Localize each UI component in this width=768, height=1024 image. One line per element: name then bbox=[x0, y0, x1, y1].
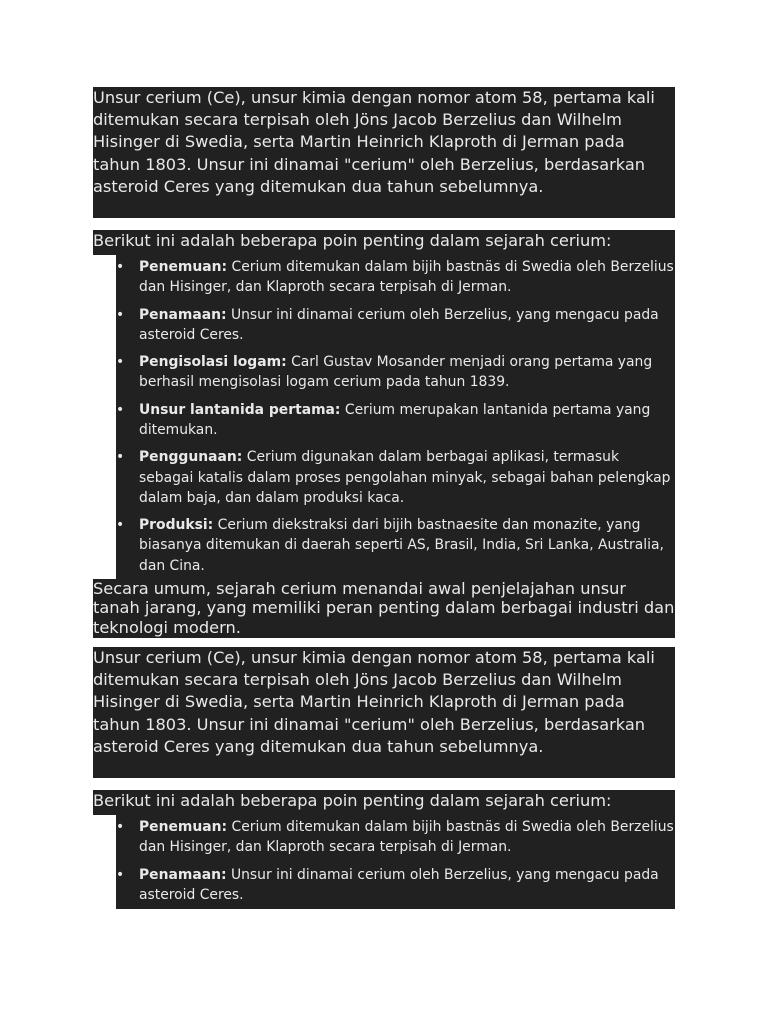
history-points-list bbox=[116, 255, 675, 579]
bullet-icon: • bbox=[116, 449, 125, 466]
item-term: Penamaan: bbox=[139, 306, 227, 323]
item-text: Cerium digunakan dalam berbagai aplikasi, termasuk sebagai katalis dalam proses pengolahan minyak, sebagai bahan pelengkap dalam baja, dan dalam produksi kaca. bbox=[139, 449, 671, 506]
bullet-icon: • bbox=[116, 401, 125, 418]
item-term: Pengisolasi logam: bbox=[139, 354, 287, 371]
bullet-icon: • bbox=[116, 819, 125, 835]
list-item-penamaan bbox=[116, 305, 675, 345]
item-term: Penemuan: bbox=[139, 819, 228, 835]
item-text: Unsur ini dinamai cerium oleh Berzelius, yang mengacu pada asteroid Ceres. bbox=[139, 866, 659, 903]
item-term: Penggunaan: bbox=[139, 449, 243, 466]
list-lead-repeat: Berikut ini adalah beberapa poin penting dalam sejarah cerium: bbox=[93, 790, 675, 815]
history-points-list-repeat bbox=[116, 815, 675, 909]
intro-paragraph: Unsur cerium (Ce), unsur kimia dengan nomor atom 58, pertama kali ditemukan secara terpisah oleh Jöns Jacob Berzelius dan Wilhelm Hisinger di Swedia, serta Martin Heinrich Klaproth di Jerman pada tahun 1803. Unsur ini dinamai "cerium" oleh Berzelius, berdasarkan asteroid Ceres yang ditemukan dua tahun sebelumnya. bbox=[93, 87, 675, 218]
bullet-icon: • bbox=[116, 517, 125, 534]
item-term: Penamaan: bbox=[139, 866, 227, 883]
item-term: Penemuan: bbox=[139, 259, 228, 275]
item-text: Cerium ditemukan dalam bijih bastnäs di Swedia oleh Berzelius dan Hisinger, dan Klaproth secara terpisah di Jerman. bbox=[139, 259, 674, 296]
list-item-produksi bbox=[116, 515, 675, 576]
item-text: Cerium merupakan lantanida pertama yang ditemukan. bbox=[139, 401, 651, 438]
item-term: Unsur lantanida pertama: bbox=[139, 401, 341, 418]
bullet-icon: • bbox=[116, 354, 125, 371]
bullet-icon: • bbox=[116, 259, 125, 275]
list-lead: Berikut ini adalah beberapa poin penting dalam sejarah cerium: bbox=[93, 230, 675, 255]
list-item-penemuan bbox=[116, 257, 675, 297]
bullet-icon: • bbox=[116, 866, 125, 883]
list-item-pengisolasi-logam bbox=[116, 352, 675, 392]
list-item-unsur-lantanida bbox=[116, 400, 675, 440]
intro-paragraph-repeat: Unsur cerium (Ce), unsur kimia dengan nomor atom 58, pertama kali ditemukan secara terpisah oleh Jöns Jacob Berzelius dan Wilhelm Hisinger di Swedia, serta Martin Heinrich Klaproth di Jerman pada tahun 1803. Unsur ini dinamai "cerium" oleh Berzelius, berdasarkan asteroid Ceres yang ditemukan dua tahun sebelumnya. bbox=[93, 647, 675, 778]
item-term: Produksi: bbox=[139, 517, 214, 534]
list-item-penamaan bbox=[116, 865, 675, 905]
item-text: Unsur ini dinamai cerium oleh Berzelius, yang mengacu pada asteroid Ceres. bbox=[139, 306, 659, 343]
item-text: Cerium ditemukan dalam bijih bastnäs di Swedia oleh Berzelius dan Hisinger, dan Klaproth secara terpisah di Jerman. bbox=[139, 819, 674, 856]
list-item-penemuan bbox=[116, 817, 675, 857]
item-text: Carl Gustav Mosander menjadi orang pertama yang berhasil mengisolasi logam cerium pada tahun 1839. bbox=[139, 354, 653, 391]
summary-paragraph: Secara umum, sejarah cerium menandai awal penjelajahan unsur tanah jarang, yang memiliki peran penting dalam berbagai industri dan teknologi modern. bbox=[93, 579, 675, 637]
item-text: Cerium diekstraksi dari bijih bastnaesite dan monazite, yang biasanya ditemukan di daerah seperti AS, Brasil, India, Sri Lanka, Australia, dan Cina. bbox=[139, 517, 664, 574]
list-item-penggunaan bbox=[116, 447, 675, 508]
bullet-icon: • bbox=[116, 306, 125, 323]
